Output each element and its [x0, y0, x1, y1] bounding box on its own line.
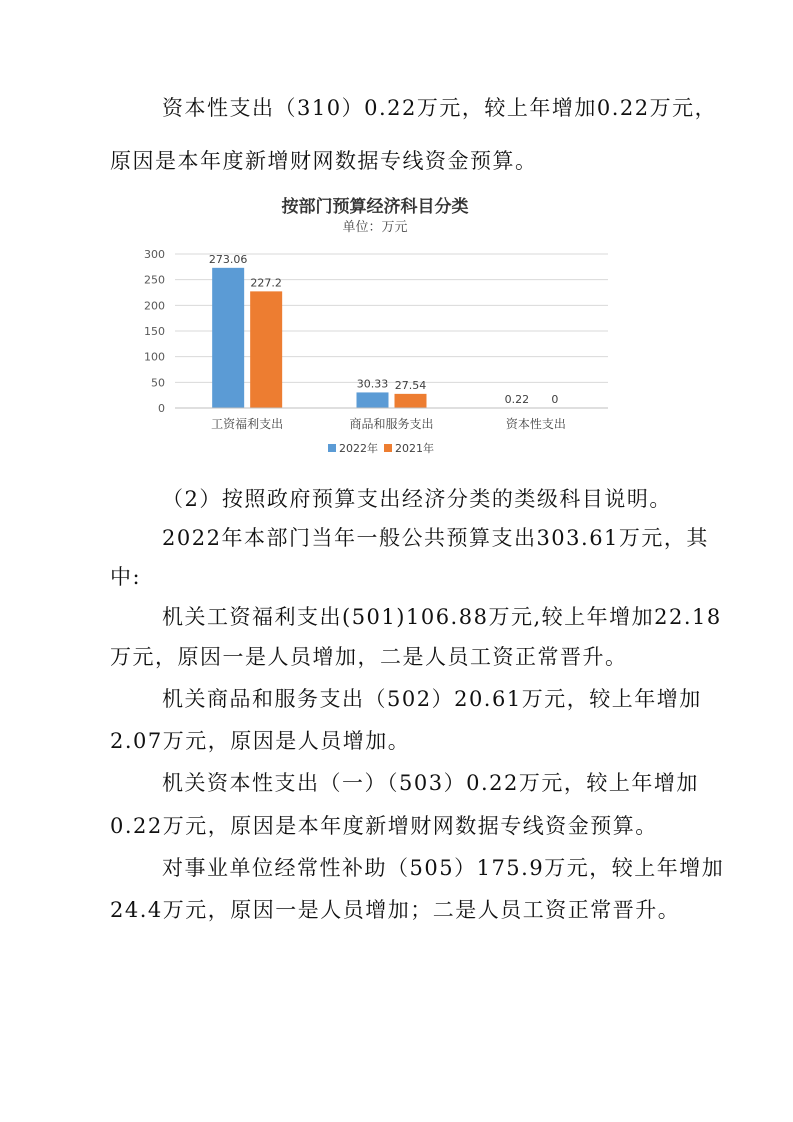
legend-swatch [328, 444, 336, 452]
paragraph: 资本性支出（310）0.22万元，较上年增加0.22万元， [162, 96, 718, 120]
bar-2021年 [250, 291, 282, 408]
bar-data-label: 27.54 [394, 378, 427, 392]
bar-data-label: 0.22 [504, 392, 530, 406]
x-category-label: 工资福利支出 [211, 417, 284, 431]
legend-swatch [384, 444, 392, 452]
legend-label: 2022年 [339, 442, 378, 455]
y-tick-label: 100 [144, 350, 165, 364]
y-tick-label: 250 [144, 273, 165, 287]
bar-data-label: 227.2 [250, 276, 282, 290]
bar-data-label: 30.33 [356, 377, 389, 391]
paragraph: 万元，原因一是人员增加，二是人员工资正常晋升。 [110, 645, 628, 669]
y-tick-label: 300 [144, 248, 165, 261]
legend-label: 2021年 [395, 442, 434, 455]
x-category-label: 商品和服务支出 [349, 417, 434, 431]
chart-subtitle: 单位：万元 [342, 220, 408, 235]
paragraph: 机关商品和服务支出（502）20.61万元，较上年增加 [162, 687, 702, 711]
paragraph: 2022年本部门当年一般公共预算支出303.61万元，其 [162, 526, 709, 550]
bar-data-label: 0 [551, 393, 559, 406]
paragraph: 2.07万元，原因是人员增加。 [110, 729, 411, 753]
bar-2022年 [357, 392, 389, 408]
paragraph: 机关资本性支出（一）（503）0.22万元，较上年增加 [162, 771, 699, 795]
bar-data-label: 273.06 [208, 252, 248, 266]
y-tick-label: 150 [144, 325, 165, 338]
y-tick-label: 200 [144, 299, 165, 313]
chart-title: 按部门预算经济科目分类 [281, 197, 469, 217]
paragraph: 0.22万元，原因是本年度新增财网数据专线资金预算。 [110, 814, 658, 838]
bar-2021年 [395, 394, 427, 408]
paragraph: 机关工资福利支出(501)106.88万元,较上年增加22.18 [162, 605, 722, 629]
paragraph: 中: [110, 565, 142, 589]
x-category-label: 资本性支出 [505, 417, 566, 431]
y-tick-label: 50 [151, 376, 165, 390]
paragraph: （2）按照政府预算支出经济分类的类级科目说明。 [162, 487, 672, 511]
paragraph: 24.4万元，原因一是人员增加；二是人员工资正常晋升。 [110, 898, 681, 922]
budget-bar-chart [130, 186, 620, 466]
paragraph: 对事业单位经常性补助（505）175.9万元，较上年增加 [162, 856, 725, 880]
paragraph: 原因是本年度新增财网数据专线资金预算。 [110, 149, 538, 173]
bar-2022年 [212, 268, 244, 408]
y-tick-label: 0 [158, 402, 165, 415]
